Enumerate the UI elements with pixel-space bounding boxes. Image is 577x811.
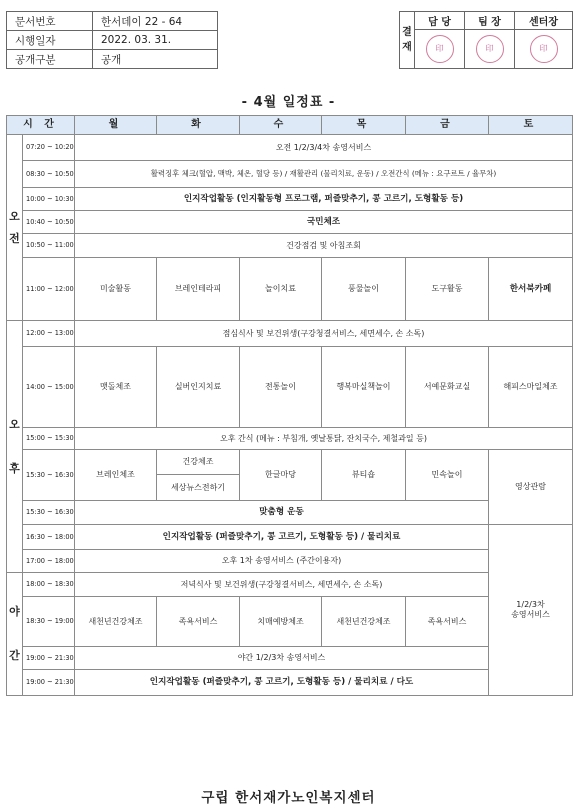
organization-footer: 구립 한서재가노인복지센터 — [201, 790, 376, 806]
period-char: 오 — [9, 417, 20, 431]
approval-table — [399, 11, 573, 69]
issue-date-label: 시행일자 — [7, 31, 93, 50]
period-char: 오 — [9, 209, 20, 223]
period-night-label — [7, 573, 23, 696]
program-wed: 전통놀이 — [240, 347, 322, 428]
program-tue: 족욕서비스 — [157, 597, 240, 647]
program-tue: 실버인지치료 — [157, 347, 240, 428]
header-sat: 토 — [489, 116, 573, 135]
disclosure-value: 공개 — [93, 50, 218, 69]
issue-date-row — [7, 31, 218, 50]
staff-signature-stamp — [415, 30, 465, 69]
time-cell: 17:00 ~ 18:00 — [23, 550, 75, 573]
program-thu: 행복마실책놀이 — [322, 347, 406, 428]
program-wed: 한글마당 — [240, 450, 322, 501]
schedule-item: 인지작업활동 (퍼즐맞추기, 콩 고르기, 도형활동 등) / 물리치료 — [75, 525, 489, 550]
schedule-item: 활력징후 체크(혈압, 맥박, 체온, 혈당 등) / 재활관리 (물리치료, 운동) / 오전간식 (메뉴 : 요구르트 / 율무차) — [75, 161, 573, 188]
time-cell: 18:00 ~ 18:30 — [23, 573, 75, 597]
schedule-item: 오후 1차 송영서비스 (주간이용자) — [75, 550, 489, 573]
time-cell: 10:50 ~ 11:00 — [23, 234, 75, 258]
seal-stamp-icon: 印 — [426, 35, 454, 63]
header-tue: 화 — [157, 116, 240, 135]
time-cell: 19:00 ~ 21:30 — [23, 647, 75, 670]
approval-side-char-2: 재 — [402, 42, 412, 53]
disclosure-row — [7, 50, 218, 69]
program-thu: 새천년건강체조 — [322, 597, 406, 647]
time-cell: 15:30 ~ 16:30 — [23, 501, 75, 525]
page-title: - 4월 일정표 - — [241, 95, 336, 110]
time-cell: 15:00 ~ 15:30 — [23, 428, 75, 450]
schedule-item: 인지작업활동 (퍼즐맞추기, 콩 고르기, 도형활동 등) / 물리치료 / 다도 — [75, 670, 489, 696]
doc-number-row — [7, 12, 218, 31]
period-char: 야 — [9, 605, 20, 618]
schedule-item: 맞춤형 운동 — [75, 501, 489, 525]
program-fri: 민속놀이 — [406, 450, 489, 501]
schedule-item: 저녁식사 및 보건위생(구강청결서비스, 세면세수, 손 소독) — [75, 573, 489, 597]
schedule-item: 점심식사 및 보건위생(구강청결서비스, 세면세수, 손 소독) — [75, 321, 573, 347]
team-lead-signature-stamp — [465, 30, 515, 69]
program-mon: 브레인체조 — [75, 450, 157, 501]
program-wed: 놀이치료 — [240, 258, 322, 321]
time-cell: 10:00 ~ 10:30 — [23, 188, 75, 211]
approval-side-label — [400, 12, 415, 69]
doc-number-value: 한서데이 22 - 64 — [93, 12, 218, 31]
program-tue-split — [157, 450, 240, 501]
approval-role-director: 센터장 — [515, 12, 573, 30]
time-cell: 18:30 ~ 19:00 — [23, 597, 75, 647]
approval-role-staff: 담 당 — [415, 12, 465, 30]
program-mon: 미술활동 — [75, 258, 157, 321]
seal-stamp-icon: 印 — [476, 35, 504, 63]
program-thu: 뷰티숍 — [322, 450, 406, 501]
time-cell: 11:00 ~ 12:00 — [23, 258, 75, 321]
header-time: 시 간 — [7, 116, 75, 135]
time-cell: 07:20 ~ 10:20 — [23, 135, 75, 161]
time-cell: 12:00 ~ 13:00 — [23, 321, 75, 347]
program-sat: 해피스마일체조 — [489, 347, 573, 428]
schedule-table — [6, 115, 573, 696]
schedule-item: 인지작업활동 (인지활동형 프로그램, 퍼즐맞추기, 콩 고르기, 도형활동 등) — [75, 188, 573, 211]
period-char: 전 — [9, 231, 20, 245]
header-wed: 수 — [240, 116, 322, 135]
sat-transport-line-1: 1/2/3차 — [516, 600, 545, 609]
header-thu: 목 — [322, 116, 406, 135]
seal-stamp-icon: 印 — [530, 35, 558, 63]
time-cell: 08:30 ~ 10:50 — [23, 161, 75, 188]
period-am-label — [7, 135, 23, 321]
sat-transport-line-2: 송영서비스 — [511, 610, 550, 619]
program-tue-bottom: 세상뉴스전하기 — [170, 483, 226, 492]
program-sat: 영상관람 — [489, 450, 573, 525]
disclosure-label: 공개구분 — [7, 50, 93, 69]
schedule-item: 국민체조 — [75, 211, 573, 234]
period-char: 후 — [9, 461, 20, 475]
time-cell: 14:00 ~ 15:00 — [23, 347, 75, 428]
time-cell: 16:30 ~ 18:00 — [23, 525, 75, 550]
period-char: 간 — [9, 649, 20, 662]
period-pm-label — [7, 321, 23, 573]
program-tue: 브레인테라피 — [157, 258, 240, 321]
sat-transport-service — [489, 525, 573, 696]
program-sat: 한서북카페 — [489, 258, 573, 321]
program-mon: 맷돌체조 — [75, 347, 157, 428]
program-fri: 서예문화교실 — [406, 347, 489, 428]
program-fri: 족욕서비스 — [406, 597, 489, 647]
program-mon: 새천년건강체조 — [75, 597, 157, 647]
doc-number-label: 문서번호 — [7, 12, 93, 31]
approval-role-team-lead: 팀 장 — [465, 12, 515, 30]
header-fri: 금 — [406, 116, 489, 135]
schedule-item: 야간 1/2/3차 송영서비스 — [75, 647, 489, 670]
time-cell: 19:00 ~ 21:30 — [23, 670, 75, 696]
approval-side-char-1: 결 — [402, 27, 412, 38]
schedule-item: 건강점검 및 아침조회 — [75, 234, 573, 258]
header-mon: 월 — [75, 116, 157, 135]
program-wed: 치매예방체조 — [240, 597, 322, 647]
issue-date-value: 2022. 03. 31. — [93, 31, 218, 50]
director-signature-stamp — [515, 30, 573, 69]
time-cell: 15:30 ~ 16:30 — [23, 450, 75, 501]
schedule-item: 오후 간식 (메뉴 : 부침개, 옛날통닭, 잔치국수, 제철과일 등) — [75, 428, 573, 450]
schedule-header-row — [7, 116, 573, 135]
time-cell: 10:40 ~ 10:50 — [23, 211, 75, 234]
program-fri: 도구활동 — [406, 258, 489, 321]
document-info-table — [6, 11, 218, 69]
program-thu: 풍물놀이 — [322, 258, 406, 321]
program-tue-top: 건강체조 — [157, 450, 239, 475]
schedule-item: 오전 1/2/3/4차 송영서비스 — [75, 135, 573, 161]
